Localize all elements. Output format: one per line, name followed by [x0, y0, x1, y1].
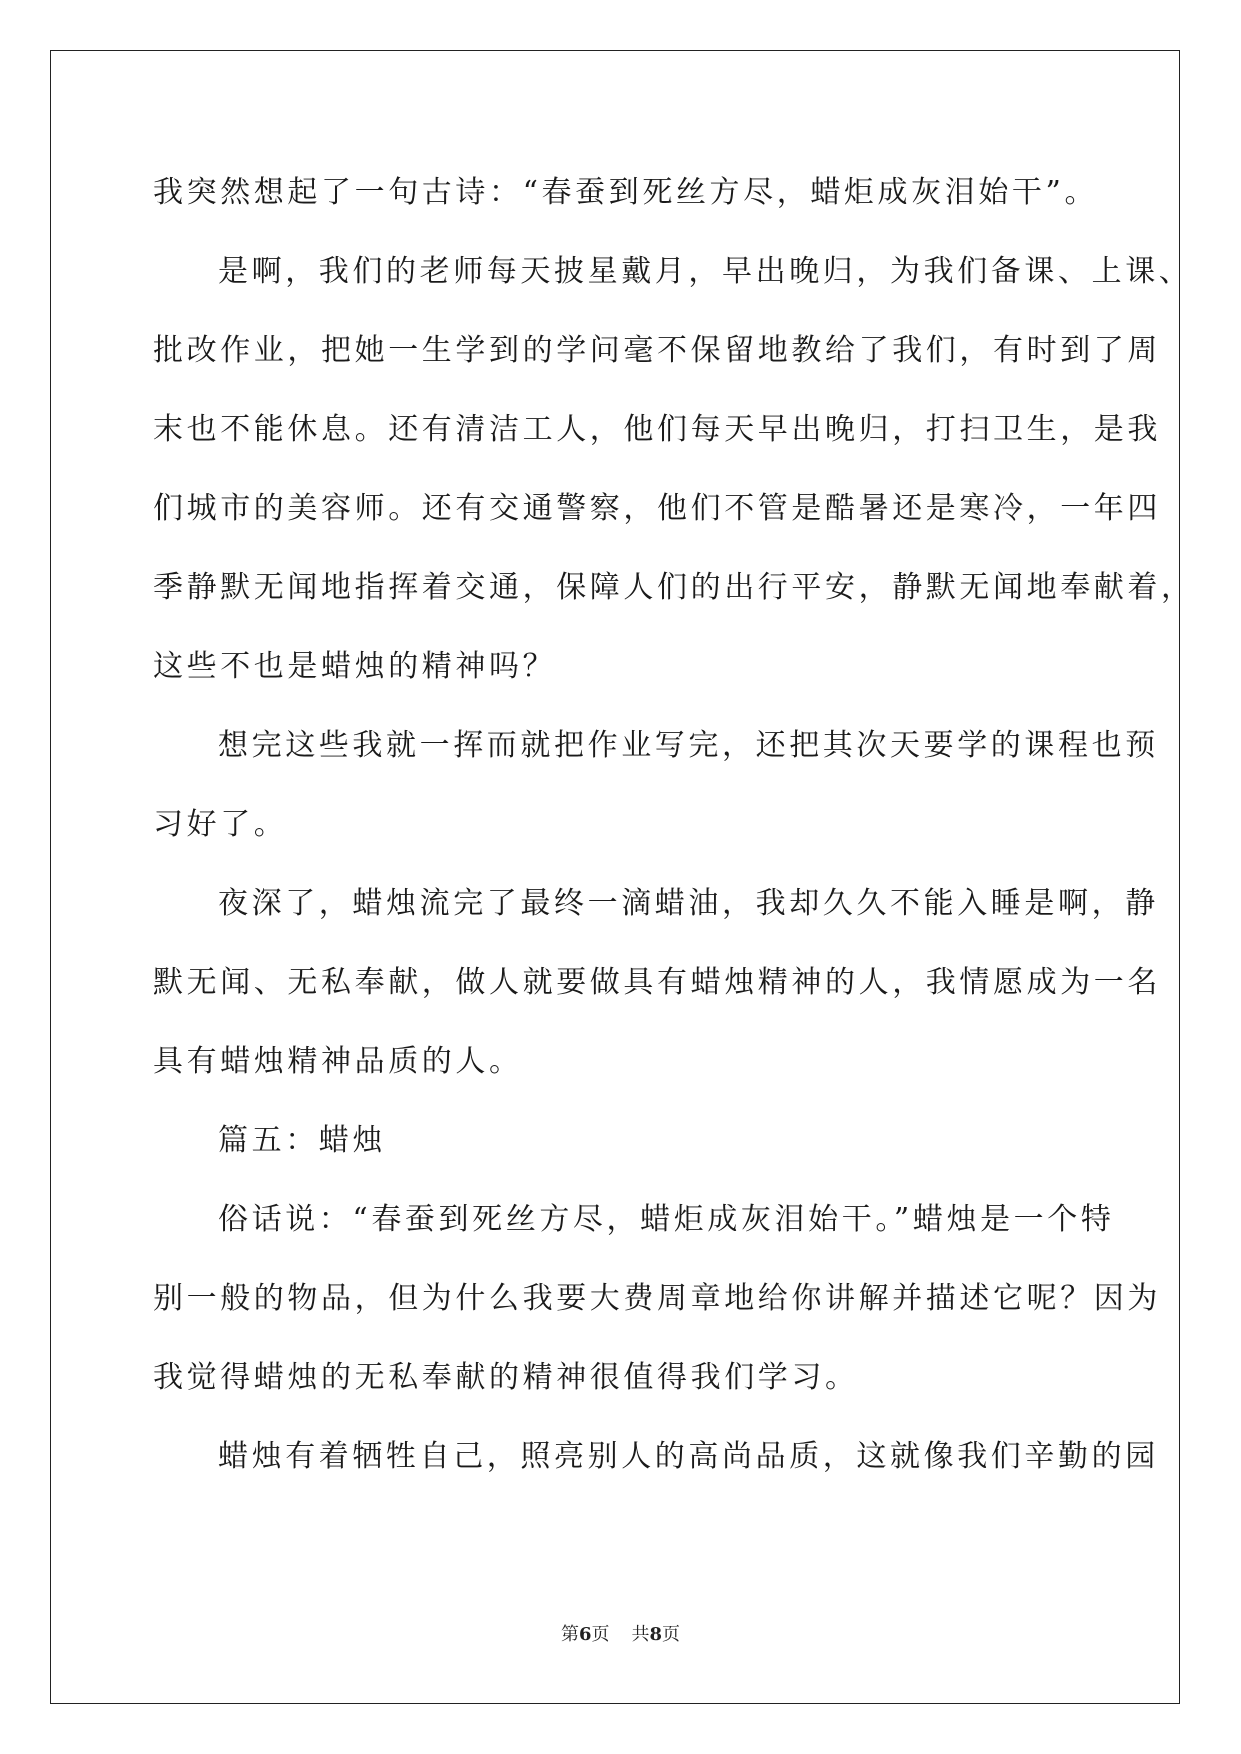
page-suffix: 页 — [591, 1624, 610, 1645]
total-page-number: 8 — [649, 1624, 663, 1645]
text-line: 这些不也是蜡烛的精神吗？ — [153, 649, 557, 684]
total-prefix: 共 — [631, 1624, 650, 1645]
document-body — [153, 163, 1195, 1506]
total-suffix: 页 — [662, 1624, 681, 1645]
text-line: 俗话说：“春蚕到死丝方尽，蜡炬成灰泪始干。”蜡烛是一个特 — [218, 1202, 1115, 1237]
text-line: 批改作业，把她一生学到的学问毫不保留地教给了我们，有时到了周 — [153, 333, 1161, 368]
text-line: 末也不能休息。还有清洁工人，他们每天早出晚归，打扫卫生，是我 — [153, 412, 1161, 447]
text-line: 夜深了，蜡烛流完了最终一滴蜡油，我却久久不能入睡是啊，静 — [218, 886, 1159, 921]
section-heading: 篇五：蜡烛 — [218, 1123, 386, 1158]
text-line: 蜡烛有着牺牲自己，照亮别人的高尚品质，这就像我们辛勤的园 — [218, 1439, 1159, 1474]
text-line: 我突然想起了一句古诗：“春蚕到死丝方尽，蜡炬成灰泪始干”。 — [153, 175, 1099, 210]
text-line: 季静默无闻地指挥着交通，保障人们的出行平安，静默无闻地奉献着， — [153, 570, 1195, 605]
text-line: 具有蜡烛精神品质的人。 — [153, 1044, 523, 1079]
page-prefix: 第 — [560, 1624, 579, 1645]
text-line: 是啊，我们的老师每天披星戴月，早出晚归，为我们备课、上课、 — [218, 254, 1193, 289]
text-line: 别一般的物品，但为什么我要大费周章地给你讲解并描述它呢？因为 — [153, 1281, 1161, 1316]
text-line: 我觉得蜡烛的无私奉献的精神很值得我们学习。 — [153, 1360, 859, 1395]
page-footer — [0, 1620, 1241, 1646]
text-line: 们城市的美容师。还有交通警察，他们不管是酷暑还是寒冷，一年四 — [153, 491, 1161, 526]
text-line: 默无闻、无私奉献，做人就要做具有蜡烛精神的人，我情愿成为一名 — [153, 965, 1161, 1000]
current-page-number: 6 — [578, 1624, 592, 1645]
text-line: 习好了。 — [153, 807, 288, 842]
text-line: 想完这些我就一挥而就把作业写完，还把其次天要学的课程也预 — [218, 728, 1159, 763]
